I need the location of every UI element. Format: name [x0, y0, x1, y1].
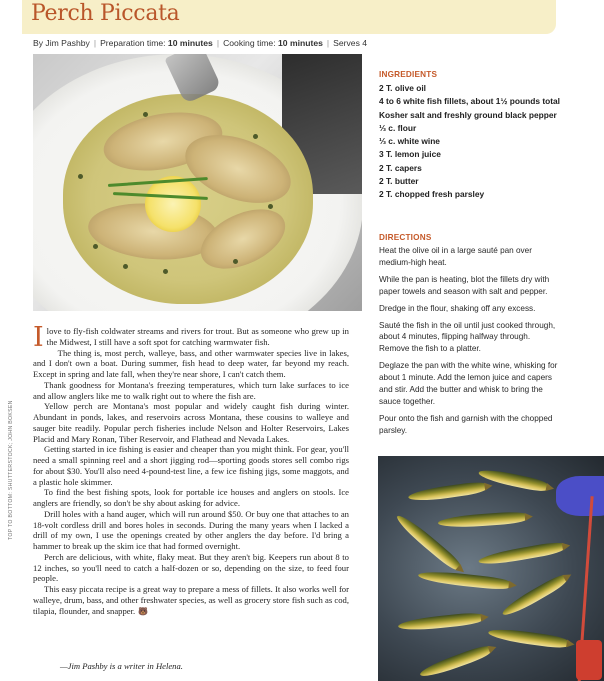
perch-fish — [488, 626, 569, 649]
byline — [33, 38, 367, 48]
byline-separator: | — [326, 38, 330, 48]
perch-piccata-photo — [33, 54, 362, 311]
perch-fish — [500, 573, 568, 619]
byline-separator: | — [216, 38, 220, 48]
article-first-text: love to fly-fish coldwater streams and rivers for trout. But as someone who grew up in the Midwest, I still have a soft spot for catching warmwater fish. — [46, 326, 349, 347]
byline-author: By Jim Pashby — [33, 38, 90, 48]
article-paragraph: Yellow perch are Montana's most popular and widely caught fish during winter. Abundant in ponds, lakes, and reservoirs across Montana, these cousins to walleye and sauger bite readily. Popular perch fisheries include Nelson and Holter Reservoirs, Lakes Placid and Mary Ronan, Tiber Reservoir, and Flathead and Nevada Lakes. — [33, 401, 349, 444]
photo-credit: TOP TO BOTTOM: SHUTTERSTOCK; JOHN BOKSEN — [8, 400, 14, 540]
perch-fish — [408, 481, 487, 504]
ingredient-item: Kosher salt and freshly ground black pepper — [379, 109, 557, 120]
caper — [233, 259, 238, 264]
perch-fish — [418, 644, 492, 681]
article-paragraph — [33, 584, 349, 617]
blue-glove — [556, 476, 604, 516]
drop-cap: I — [33, 322, 44, 353]
article-paragraph: Thank goodness for Montana's freezing temperatures, which turn lake surfaces to ice and allow anglers like me to walk right out to where the fish are. — [33, 379, 349, 401]
prep-time-label: Preparation time: — [100, 38, 166, 48]
bear-end-icon: 🐻 — [138, 606, 149, 616]
ingredient-item: 2 T. capers — [379, 162, 422, 173]
direction-step: Sauté the fish in the oil until just cooked through, about 4 minutes, flipping halfway through. Remove the fish to a platter. — [379, 320, 556, 354]
article-paragraph: Perch are delicious, with white, flaky meat. But they aren't big. Keepers run about 8 to 12 inches, so you'll need to catch a half-dozen or so, depending on the size, to feed four people. — [33, 551, 349, 584]
caper — [78, 174, 83, 179]
directions-heading: DIRECTIONS — [379, 233, 432, 242]
direction-step: While the pan is heating, blot the fillets dry with paper towels and season with salt and pepper. — [379, 274, 550, 296]
ingredient-item: 2 T. butter — [379, 176, 419, 187]
perch-fish — [478, 541, 565, 568]
caper — [93, 244, 98, 249]
byline-separator: | — [93, 38, 97, 48]
direction-step: Heat the olive oil in a large sauté pan over medium-high heat. — [379, 246, 532, 267]
perch-on-ice-photo — [378, 456, 604, 681]
perch-fish — [398, 612, 483, 633]
article-body — [33, 322, 349, 617]
ingredients-heading: INGREDIENTS — [379, 70, 438, 79]
ingredient-item: 4 to 6 white fish fillets, about 1½ pounds total — [379, 96, 561, 107]
caper — [163, 269, 168, 274]
caper — [123, 264, 128, 269]
prep-time-value: 10 minutes — [167, 38, 213, 48]
red-spool — [576, 640, 602, 680]
article-paragraph: Drill holes with a hand auger, which will run around $50. Or buy one that attaches to an 18-volt cordless drill and bores holes in seconds. During the many years when I lacked a drill of my own, I use the openings created by other anglers the day before. I'd bring a hammer to break up the skim ice that had formed overnight. — [33, 508, 349, 551]
article-paragraph — [33, 322, 349, 353]
article-paragraph: To find the best fishing spots, look for portable ice houses and anglers on stools. Ice anglers are friendly, so don't be shy about asking for advice. — [33, 487, 349, 508]
cook-time-value: 10 minutes — [278, 38, 323, 48]
author-signoff: —Jim Pashby is a writer in Helena. — [60, 661, 183, 671]
serves: Serves 4 — [333, 38, 368, 48]
caper — [268, 204, 273, 209]
lemon-slice — [145, 176, 201, 232]
caper — [253, 134, 258, 139]
direction-step: Pour onto the fish and garnish with the chopped parsley. — [379, 413, 553, 435]
recipe-title: Perch Piccata — [31, 1, 180, 26]
article-paragraph: The thing is, most perch, walleye, bass, and other warmwater species live in lakes, and I don't own a boat. During summer, fish head to deep water, far beyond my reach. Except in spring and late fall, when they're near shore, I can't catch them. — [33, 347, 349, 379]
ingredients-section — [379, 70, 579, 202]
ingredient-item: 2 T. olive oil — [379, 83, 427, 93]
direction-step: Dredge in the flour, shaking off any excess. — [379, 303, 536, 313]
caper — [143, 112, 148, 117]
ingredient-item: 2 T. chopped fresh parsley — [379, 189, 485, 200]
perch-fish — [418, 569, 511, 591]
ingredient-item: ⅓ c. white wine — [379, 136, 440, 147]
article-last-text: This easy piccata recipe is a great way to prepare a mess of fillets. It also works well for walleye, drum, bass, and other freshwater species, as well as grocery store fish such as cod, tilapia, flounder, and snapper. — [33, 584, 349, 616]
cook-time-label: Cooking time: — [223, 38, 276, 48]
direction-step: Deglaze the pan with the white wine, whisking for about 1 minute. Add the lemon juice and capers and stir. Add the butter and whisk to bring the sauce together. — [379, 361, 558, 406]
perch-fish — [438, 511, 527, 529]
ingredient-item: ⅓ c. flour — [379, 122, 417, 133]
article-paragraph: Getting started in ice fishing is easier and cheaper than you might think. For gear, you'll need a small spinning reel and a short jigging rod—sporting goods stores sell combo rigs for about $30. You'll also need 4-pound-test line, a few ice fishing jigs, some maggots, and a plastic hole skimmer. — [33, 444, 349, 487]
ingredients-list — [379, 82, 579, 202]
directions-section — [379, 233, 561, 442]
ingredient-item: 3 T. lemon juice — [379, 149, 441, 160]
